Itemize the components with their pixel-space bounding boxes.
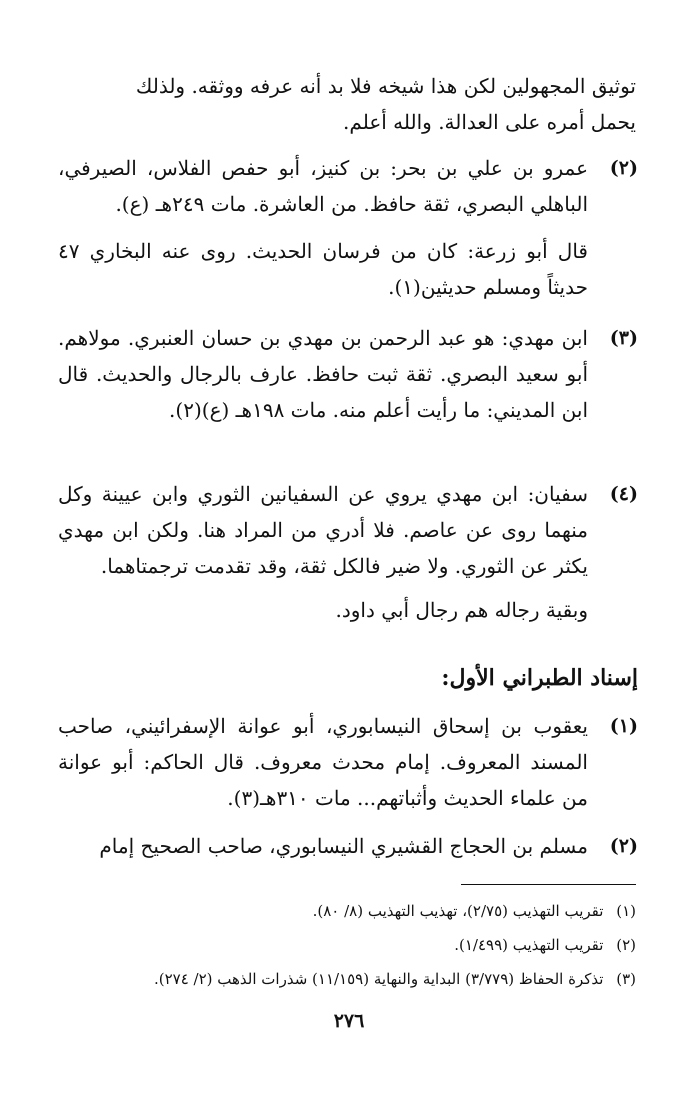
- item-text: ابن مهدي: هو عبد الرحمن بن مهدي بن حسان العنبري. مولاهم. أبو سعيد البصري. ثقة ثبت حافظ. عارف بالرجال والحديث. قال ابن المديني: ما رأيت أعلم منه. مات ١٩٨هـ (ع)(٢).: [58, 326, 588, 422]
- footnote-number: (٣): [616, 970, 636, 988]
- item-number: (٢): [609, 835, 638, 857]
- item-text: عمرو بن علي بن بحر: بن كنيز، أبو حفص الفلاس، الصيرفي، الباهلي البصري، ثقة حافظ. من العاشرة. مات ٢٤٩هـ (ع).: [58, 156, 588, 216]
- footnote-number: (١): [616, 902, 636, 920]
- closing-line: وبقية رجاله هم رجال أبي داود.: [335, 598, 588, 622]
- footnote-number: (٢): [616, 936, 636, 954]
- footnote-divider: [461, 884, 636, 885]
- item-number: (٢): [609, 157, 638, 179]
- footnote: [58, 968, 636, 990]
- intro-line-1: توثيق المجهولين لكن هذا شيخه فلا بد أنه عرفه ووثقه. ولذلك: [135, 74, 636, 98]
- item-text: مسلم بن الحجاج القشيري النيسابوري، صاحب الصحيح إمام: [99, 834, 588, 858]
- item-text: يعقوب بن إسحاق النيسابوري، أبو عوانة الإسفرائيني، صاحب المسند المعروف. إمام محدث معروف. قال الحاكم: أبو عوانة من علماء الحديث وأثباتهم... مات ٣١٠هـ(٣).: [58, 714, 588, 810]
- intro-paragraph: [58, 68, 636, 140]
- item-number: (٣): [609, 327, 638, 349]
- footnote-text: تقريب التهذيب (٢/٧٥)، تهذيب التهذيب (٨/ ٨٠).: [312, 902, 604, 920]
- footnote-text: تقريب التهذيب (١/٤٩٩).: [454, 936, 604, 954]
- item-text: سفيان: ابن مهدي يروي عن السفيانين الثوري وابن عيينة وكل منهما روى عن عاصم. فلا أدري من المراد هنا. ولكن ابن مهدي يكثر عن الثوري. ولا ضير فالكل ثقة، وقد تقدمت ترجمتاهما.: [58, 482, 588, 578]
- item-number: (٤): [609, 483, 638, 505]
- intro-line-2: يحمل أمره على العدالة. والله أعلم.: [343, 110, 636, 134]
- footnote: [58, 900, 636, 922]
- footnote: [58, 934, 636, 956]
- item-number: (١): [609, 715, 638, 737]
- section-heading: إسناد الطبراني الأول:: [441, 665, 638, 691]
- page-number: ٢٧٦: [333, 1010, 365, 1032]
- item-text: قال أبو زرعة: كان من فرسان الحديث. روى عنه البخاري ٤٧ حديثاً ومسلم حديثين(١).: [58, 239, 588, 299]
- footnote-text: تذكرة الحفاظ (٣/٧٧٩) البداية والنهاية (١١/١٥٩) شذرات الذهب (٢/ ٢٧٤).: [153, 970, 604, 988]
